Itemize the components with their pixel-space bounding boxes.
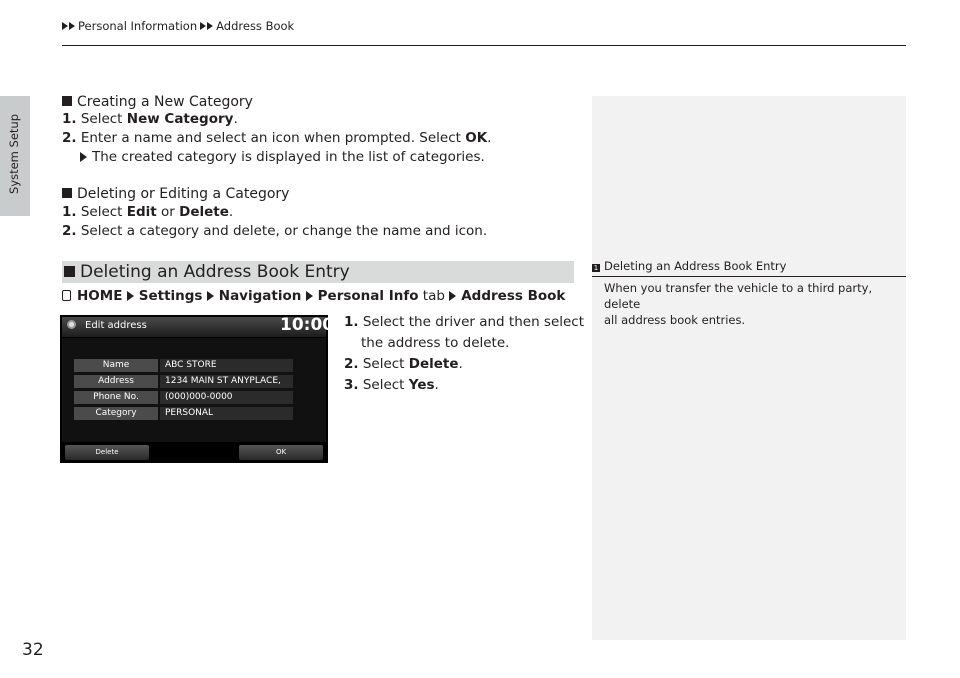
- delete-step-2: 2. Select Delete.: [344, 356, 463, 372]
- creating-step-1: 1. Select New Category.: [62, 111, 238, 127]
- arrow-icon: [207, 22, 213, 30]
- field-label-phone: Phone No.: [74, 391, 158, 404]
- note-panel: [592, 96, 906, 640]
- menu-path: HOME Settings Navigation Personal Info tab Address Book: [62, 288, 565, 304]
- breadcrumb-item: Personal Information: [78, 19, 198, 33]
- heading-deleting-category: Deleting or Editing a Category: [62, 186, 289, 202]
- breadcrumb: [62, 19, 294, 33]
- note-title: 1 Deleting an Address Book Entry: [593, 259, 787, 273]
- side-tab-label: System Setup: [7, 114, 21, 195]
- delete-steps: [344, 313, 584, 394]
- delete-step-1: 1. Select the driver and then select: [344, 314, 585, 330]
- note-text: When you transfer the vehicle to a third party, delete all address book entries.: [604, 281, 873, 327]
- path-arrow-icon: [127, 291, 134, 301]
- note-rule: [592, 276, 906, 277]
- delete-step-1-cont: the address to delete.: [361, 335, 510, 351]
- heading-creating: Creating a New Category: [62, 94, 253, 110]
- page-number: 32: [22, 640, 44, 660]
- ok-button[interactable]: OK: [239, 445, 323, 460]
- field-value-name[interactable]: ABC STORE: [160, 359, 293, 372]
- field-label-category: Category: [74, 407, 158, 420]
- gear-icon: [67, 320, 76, 329]
- screen-clock: 10:00: [280, 315, 335, 335]
- section-title: Deleting an Address Book Entry: [64, 261, 350, 283]
- deleting-step-2: 2. Select a category and delete, or change the name and icon.: [62, 223, 488, 239]
- result-arrow-icon: [80, 152, 87, 162]
- path-arrow-icon: [306, 291, 313, 301]
- creating-result: The created category is displayed in the list of categories.: [80, 149, 485, 165]
- screen-title: Edit address: [85, 320, 147, 331]
- path-arrow-icon: [207, 291, 214, 301]
- path-arrow-icon: [449, 291, 456, 301]
- arrow-icon: [69, 22, 75, 30]
- delete-button[interactable]: Delete: [65, 445, 149, 460]
- header-rule: [62, 45, 906, 46]
- square-bullet-icon: [64, 266, 75, 277]
- field-value-phone[interactable]: (000)000-0000: [160, 391, 293, 404]
- square-bullet-icon: [62, 96, 72, 106]
- field-value-address[interactable]: 1234 MAIN ST ANYPLACE,: [160, 375, 293, 388]
- arrow-icon: [62, 22, 68, 30]
- deleting-step-1: 1. Select Edit or Delete.: [62, 204, 234, 220]
- arrow-icon: [200, 22, 206, 30]
- field-value-category[interactable]: PERSONAL: [160, 407, 293, 420]
- creating-step-2: 2. Enter a name and select an icon when prompted. Select OK.: [62, 130, 492, 146]
- note-marker-icon: 1: [593, 264, 599, 272]
- field-label-name: Name: [74, 359, 158, 372]
- delete-step-3: 3. Select Yes.: [344, 377, 439, 393]
- field-label-address: Address: [74, 375, 158, 388]
- breadcrumb-item: Address Book: [216, 19, 295, 33]
- home-icon: [62, 290, 71, 301]
- screen-body: [62, 338, 326, 442]
- square-bullet-icon: [62, 188, 72, 198]
